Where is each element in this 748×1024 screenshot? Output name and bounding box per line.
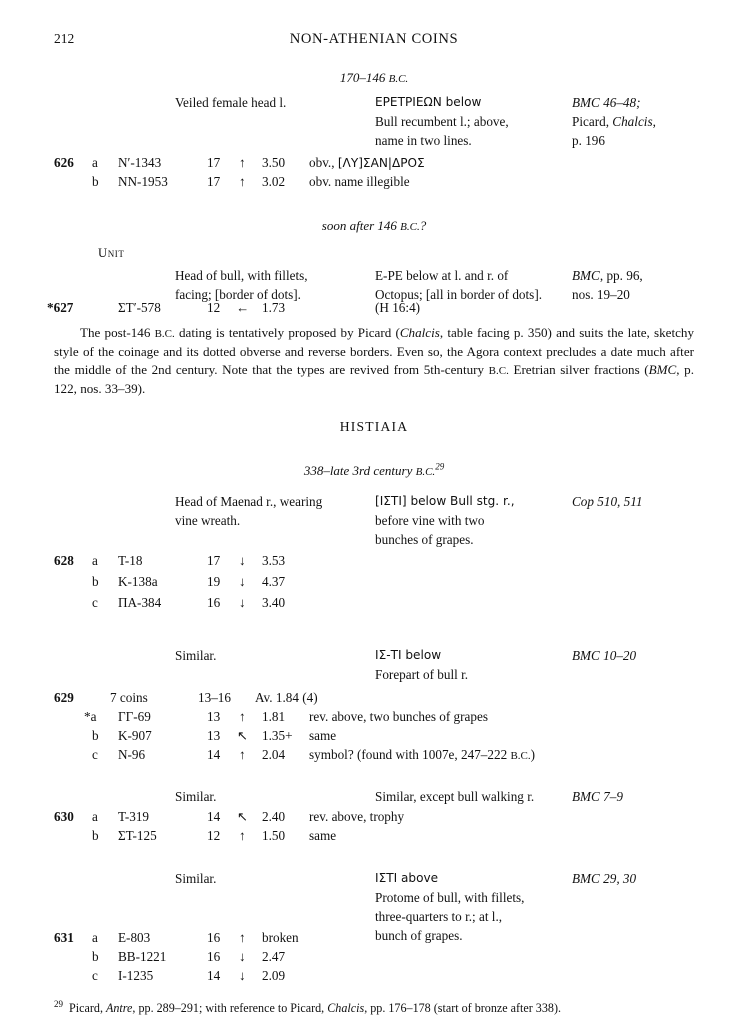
entry-628-ref-1: Cop 510, 511 <box>572 494 643 509</box>
entry-627-reverse-line-2: Octopus; [all in border of dots]. <box>375 287 543 302</box>
entry-628-obverse-line-2: vine wreath. <box>175 513 241 528</box>
entry-626-ref-3: p. 196 <box>572 133 605 148</box>
entry-629-row-0-num: 629 <box>54 690 74 705</box>
entry-630-row-1-inv: ΣT-125 <box>118 828 157 843</box>
entry-630-obverse-line-1: Similar. <box>175 789 217 804</box>
entry-626-row-0-letter: a <box>92 155 98 170</box>
entry-626-ref-2-italic: Chalcis <box>612 114 653 129</box>
entry-630-row-0-num: 630 <box>54 809 74 824</box>
entry-626-row-0-axis: ↑ <box>239 155 246 170</box>
entry-629-ref-1: BMC 10–20 <box>572 648 637 663</box>
entry-631-reverse-line-2: Protome of bull, with fillets, <box>375 890 525 905</box>
entry-628-row-2-axis: ↓ <box>239 595 246 610</box>
date-line-3-footnote-marker: 29 <box>435 461 445 472</box>
entry-627-row-0-inv: ΣΤ′-578 <box>118 300 161 315</box>
entry-628-row-1-inv: K-138a <box>118 574 158 589</box>
entry-629-row-1-axis: ↑ <box>239 709 246 724</box>
entry-629-row-2-weight: 1.35+ <box>262 728 293 743</box>
date-line-2-text: soon after 146 B.C.? <box>321 218 427 233</box>
entry-627-obverse-line-1: Head of bull, with fillets, <box>175 268 308 283</box>
entry-628-row-2-weight: 3.40 <box>262 595 286 610</box>
footnote-text: Picard, Antre, pp. 289–291; with reference to Picard, Chalcis, pp. 176–178 (start of bronze after 338). <box>66 1001 561 1015</box>
entry-630-row-1-note: same <box>309 828 337 843</box>
entry-628-row-0-weight: 3.53 <box>262 553 286 568</box>
entry-631-reverse-line-1: ΙΣΤΙ above <box>375 871 439 885</box>
page-header <box>0 31 748 51</box>
entry-626-row-0-weight: 3.50 <box>262 155 286 170</box>
entry-631-row-2-inv: I-1235 <box>118 968 154 983</box>
entry-626-row-0-inv: N′-1343 <box>118 155 162 170</box>
entry-628-row-0-size: 17 <box>207 553 221 568</box>
entry-626-ref-2: Picard, Chalcis, <box>572 114 656 129</box>
entry-629-row-1-weight: 1.81 <box>262 709 286 724</box>
entry-628-row-2-size: 16 <box>207 595 221 610</box>
entry-630-row-1-axis: ↑ <box>239 828 246 843</box>
entry-629-obverse-line-1: Similar. <box>175 648 217 663</box>
entry-631-obverse-line-1: Similar. <box>175 871 217 886</box>
entry-626-reverse-line-1: Bull recumbent l.; above, <box>375 114 509 129</box>
commentary-paragraph: The post-146 B.C. dating is tentatively proposed by Picard (Chalcis, table facing p. 350) and suits the late, sketchy style of the coinage and its dotted obverse and reverse borders. Even so, the Agora context precludes a date much after the middle of the 2nd century. Note that the types are revived from 5th-century B.C. Eretrian silver fractions (BMC, p. 122, nos. 33–39). <box>54 325 694 396</box>
entry-630-row-0-note: rev. above, trophy <box>309 809 405 824</box>
entry-629-row-3-note: symbol? (found with 1007e, 247–222 B.C.) <box>309 747 536 762</box>
entry-628-row-2-letter: c <box>92 595 98 610</box>
entry-630-row-0-size: 14 <box>207 809 221 824</box>
entry-626-row-0-note-greek: [ΛΥ]ΣΑΝ|ΔΡΟΣ <box>337 156 425 170</box>
entry-629-row-1-size: 13 <box>207 709 221 724</box>
page-number: 212 <box>54 31 75 46</box>
entry-629-row-1-letter: *a <box>84 709 97 724</box>
entry-631-row-1-letter: b <box>92 949 99 964</box>
entry-629-row-1-inv: ΓΓ-69 <box>118 709 151 724</box>
entry-630-row-0-axis: ↖ <box>237 809 249 824</box>
entry-629-row-2-note: same <box>309 728 337 743</box>
entry-629-row-3-axis: ↑ <box>239 747 246 762</box>
unit-label-627: Unit <box>98 246 125 260</box>
entry-626-row-1-letter: b <box>92 174 99 189</box>
entry-631-row-1-weight: 2.47 <box>262 949 286 964</box>
entry-627-ref-2: nos. 19–20 <box>572 287 630 302</box>
entry-630-reverse-line-1: Similar, except bull walking r. <box>375 789 535 804</box>
date-line-2 <box>0 218 748 234</box>
entry-627-row-0-axis: ← <box>236 300 250 315</box>
entry-628-row-0-letter: a <box>92 553 98 568</box>
entry-627-obverse-line-2: facing; [border of dots]. <box>175 287 301 302</box>
entry-629-row-2-axis: ↖ <box>237 728 249 743</box>
entry-631-row-2-weight: 2.09 <box>262 968 286 983</box>
entry-629-row-3-letter: c <box>92 747 98 762</box>
entry-631-row-1-inv: BB-1221 <box>118 949 167 964</box>
entry-626-ref-1: BMC 46–48; <box>572 95 641 110</box>
entry-629-row-3-inv: N-96 <box>118 747 146 762</box>
entry-631-row-0-axis: ↑ <box>239 930 246 945</box>
entry-628-row-2-inv: ΠΑ-384 <box>118 595 162 610</box>
date-line-3-text: 338–late 3rd century B.C. <box>303 463 436 478</box>
entry-626-row-0-note: obv., [ΛΥ]ΣΑΝ|ΔΡΟΣ <box>309 155 425 170</box>
date-line-3 <box>0 463 748 479</box>
entry-626-row-1-weight: 3.02 <box>262 174 286 189</box>
entry-628-row-1-size: 19 <box>207 574 221 589</box>
entry-626-row-1-note: obv. name illegible <box>309 174 410 189</box>
entry-629-row-0-weight: Av. 1.84 (4) <box>255 690 318 705</box>
entry-631-row-0-size: 16 <box>207 930 221 945</box>
entry-628-obverse-line-1: Head of Maenad r., wearing <box>175 494 323 509</box>
entry-631-row-0-inv: E-803 <box>118 930 151 945</box>
entry-631-reverse-line-4: bunch of grapes. <box>375 928 463 943</box>
entry-631-row-2-letter: c <box>92 968 98 983</box>
entry-631-row-0-weight: broken <box>262 930 299 945</box>
entry-629-row-0-size: 13–16 <box>198 690 231 705</box>
entry-630-row-1-weight: 1.50 <box>262 828 286 843</box>
entry-630-row-0-weight: 2.40 <box>262 809 286 824</box>
entry-629-row-3-size: 14 <box>207 747 221 762</box>
entry-629-row-2-inv: K-907 <box>118 728 152 743</box>
entry-628-row-1-axis: ↓ <box>239 574 246 589</box>
entry-628-reverse-line-2: before vine with two <box>375 513 485 528</box>
entry-631-row-1-size: 16 <box>207 949 221 964</box>
entry-627-row-0-num: *627 <box>47 300 74 315</box>
entry-626-row-0-num: 626 <box>54 155 74 170</box>
entry-631-reverse-line-3: three-quarters to r.; at l., <box>375 909 503 924</box>
entry-627-ref-1: BMC, pp. 96, <box>572 268 643 283</box>
entry-627-reverse-line-1: E-PE below at l. and r. of <box>375 268 509 283</box>
entry-631-row-2-size: 14 <box>207 968 221 983</box>
entry-626-reverse-line-2: name in two lines. <box>375 133 472 148</box>
footnote <box>54 1000 694 1017</box>
entry-627-row-0-note: (H 16:4) <box>375 300 421 315</box>
section-heading: HISTIAIA <box>339 419 409 434</box>
entry-631-row-2-axis: ↓ <box>239 968 246 983</box>
entry-630-row-0-letter: a <box>92 809 98 824</box>
entry-629-row-0-inv: 7 coins <box>110 690 148 705</box>
entry-631-row-1-axis: ↓ <box>239 949 246 964</box>
entry-627-row-0-weight: 1.73 <box>262 300 286 315</box>
entry-630-row-0-inv: T-319 <box>118 809 150 824</box>
entry-629-reverse-line-2: Forepart of bull r. <box>375 667 469 682</box>
entry-629-row-3-weight: 2.04 <box>262 747 286 762</box>
entry-626-row-1-inv: NN-1953 <box>118 174 168 189</box>
entry-628-reverse-line-1: [ΙΣΤΙ] below Bull stg. r., <box>375 494 515 508</box>
entry-628-reverse-line-3: bunches of grapes. <box>375 532 474 547</box>
entry-628-row-0-inv: T-18 <box>118 553 143 568</box>
entry-626-reverse-legend: ΕΡΕΤΡΙΕΩΝ below <box>375 95 482 109</box>
entry-626-obverse-line-1: Veiled female head l. <box>175 95 287 110</box>
entry-627-row-0-size: 12 <box>207 300 221 315</box>
entry-626-row-1-axis: ↑ <box>239 174 246 189</box>
entry-628-row-0-axis: ↓ <box>239 553 246 568</box>
entry-629-row-2-size: 13 <box>207 728 221 743</box>
entry-628-row-0-num: 628 <box>54 553 74 568</box>
entry-631-ref-1: BMC 29, 30 <box>572 871 637 886</box>
entry-626-row-0-size: 17 <box>207 155 221 170</box>
date-line-1-text: 170–146 B.C. <box>339 70 409 85</box>
entry-628-row-1-weight: 4.37 <box>262 574 286 589</box>
entry-629-row-2-letter: b <box>92 728 99 743</box>
entry-630-ref-1: BMC 7–9 <box>572 789 623 804</box>
entry-628-row-1-letter: b <box>92 574 99 589</box>
entry-631-row-0-letter: a <box>92 930 98 945</box>
entry-631-row-0-num: 631 <box>54 930 74 945</box>
date-line-1 <box>0 70 748 86</box>
entry-629-row-1-note: rev. above, two bunches of grapes <box>309 709 488 724</box>
running-title: NON-ATHENIAN COINS <box>289 31 459 47</box>
entry-626-row-1-size: 17 <box>207 174 221 189</box>
footnote-marker: 29 <box>54 998 63 1009</box>
entry-629-reverse-line-1: ΙΣ-ΤΙ below <box>375 648 442 662</box>
entry-630-row-1-letter: b <box>92 828 99 843</box>
entry-630-row-1-size: 12 <box>207 828 221 843</box>
